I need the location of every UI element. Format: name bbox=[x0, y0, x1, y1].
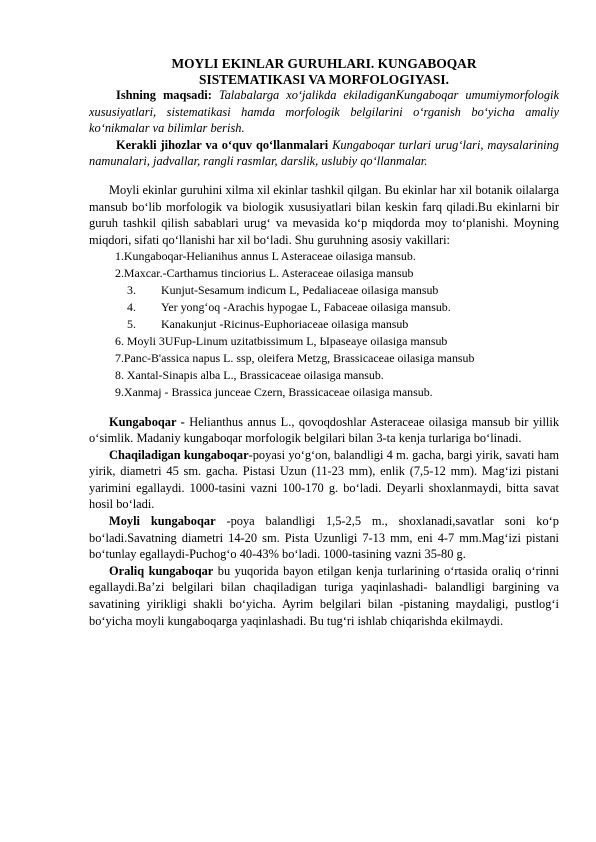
equipment-paragraph bbox=[89, 137, 559, 170]
list-item: 3. Kunjut-Sesamum indicum L, Pedaliaceae oilasiga mansub bbox=[127, 283, 439, 298]
goal-label: Ishning maqsadi: bbox=[116, 88, 212, 102]
list-item: 9.Xanmaj - Brassica junceae Czern, Brassicaceae oilasiga mansub. bbox=[115, 384, 433, 399]
list-item: 4. Yer yong‘oq -Arachis hypogae L, Fabaceae oilasiga mansub. bbox=[127, 300, 451, 315]
document-page bbox=[89, 56, 559, 629]
title-line-2: SISTEMATIKASI VA MORFOLOGIYASI. bbox=[199, 71, 449, 87]
equipment-text: Kungaboqar turlari urug‘lari, maysalarining namunalari, jadvallar, rangli rasmlar, darslik, uslubiy qo‘llanmalar. bbox=[89, 137, 559, 169]
oil-type-paragraph bbox=[89, 513, 559, 563]
middle-type-paragraph bbox=[89, 563, 559, 629]
list-item: 8. Xantal-Sinapis alba L., Brassicaceae oilasiga mansub. bbox=[115, 367, 384, 382]
list-item: 5. Kanakunjut -Ricinus-Euphoriaceae oilasiga mansub bbox=[127, 316, 409, 331]
seed-type-text: -poyasi yo‘g‘on, balandligi 4 m. gacha, bargi yirik, savati ham yirik, diametri 45 sm. gacha. Pistasi Uzun (11-23 mm), enlik (7,5-12 mm). Mag‘izi pistani yarimini egallaydi. 1000-tasini vazni 100-170 g. bo‘ladi. Deyarli shoxlanmaydi, bitta savat hosil bo‘ladi. bbox=[89, 447, 559, 512]
middle-type-label: Oraliq kungaboqar bbox=[109, 563, 214, 578]
goal-paragraph bbox=[89, 87, 559, 137]
seed-type-paragraph bbox=[89, 447, 559, 513]
oil-type-text: -poya balandligi 1,5-2,5 m., shoxlanadi,savatlar soni ko‘p bo‘ladi.Savatning diametri 14-20 sm. Pista Uzunligi 7-13 mm, eni 4-7 mm.Mag‘izi pistani bo‘tunlay egallaydi-Puchog‘o 40-43% bo‘ladi. 1000-tasining vazni 35-80 g. bbox=[89, 514, 559, 562]
goal-text: Talabalarga xo‘jalikda ekiladiganKungaboqar umumiymorfologik xususiyatlari, sistematikasi hamda morfologik belgilarini o‘rganish bo‘yicha amaliy ko‘nikmalar va bilimlar berish. bbox=[89, 88, 559, 136]
title-line-1: MOYLI EKINLAR GURUHLARI. KUNGABOQAR bbox=[171, 56, 477, 71]
equipment-label: Kerakli jihozlar va o‘quv qo‘llanmalari bbox=[116, 137, 329, 152]
sunflower-text: Helianthus annus L., qovoqdoshlar Asteraceae oilasiga mansub bir yillik o‘simlik. Madaniy kungaboqar morfologik belgilari bilan 3-ta kenja turlariga bo‘linadi. bbox=[89, 414, 560, 446]
page-title bbox=[89, 56, 559, 87]
list-item: 2.Maxcar.-Carthamus tinciorius L. Asteraceae oilasiga mansub bbox=[115, 266, 414, 281]
sunflower-paragraph bbox=[89, 414, 559, 447]
oil-type-label: Moyli kungaboqar bbox=[109, 514, 216, 529]
list-item: 6. Moyli 3UFup-Linum uzitatbissimum L, Ыpaseaye oilasiga mansub bbox=[115, 333, 448, 348]
intro-paragraph: Moyli ekinlar guruhini xilma xil ekinlar tashkil qilgan. Bu ekinlar har xil botanik oilalarga mansub bo‘lib morfologik va biologik xususiyatlari bilan keskin farq qiladi.Bu ekinlarni bir guruh tashkil qilish sabablari urug‘ va mevasida ko‘p miqdorda moy to‘planishi. Moyning miqdori, sifati qo‘llanishi har xil bo‘ladi. Shu guruhning asosiy vakillari: bbox=[89, 182, 559, 247]
crop-list bbox=[89, 248, 559, 400]
seed-type-label: Chaqiladigan kungaboqar bbox=[109, 447, 249, 462]
sunflower-label: Kungaboqar - bbox=[109, 414, 185, 429]
middle-type-text: bu yuqorida bayon etilgan kenja turlarining o‘rtasida oraliq o‘rinni egallaydi.Ba’zi belgilari bilan chaqiladigan turiga yaqinlashadi- balandligi bargining va savatining yirikligi shakli bo‘yicha. Ayrim belgilari bilan -pistaning maydaligi, pustlog‘i bo‘yicha moyli kungaboqarga yaqinlashadi. Bu tug‘ri ishlab chiqarishda ekilmaydi. bbox=[89, 563, 559, 628]
list-item: 7.Panc-B'assica napus L. ssp, oleifera Metzg, Brassicaceae oilasiga mansub bbox=[115, 350, 475, 365]
list-item: 1.Kungaboqar-Helianihus annus L Asteraceae oilasiga mansub. bbox=[115, 249, 416, 264]
